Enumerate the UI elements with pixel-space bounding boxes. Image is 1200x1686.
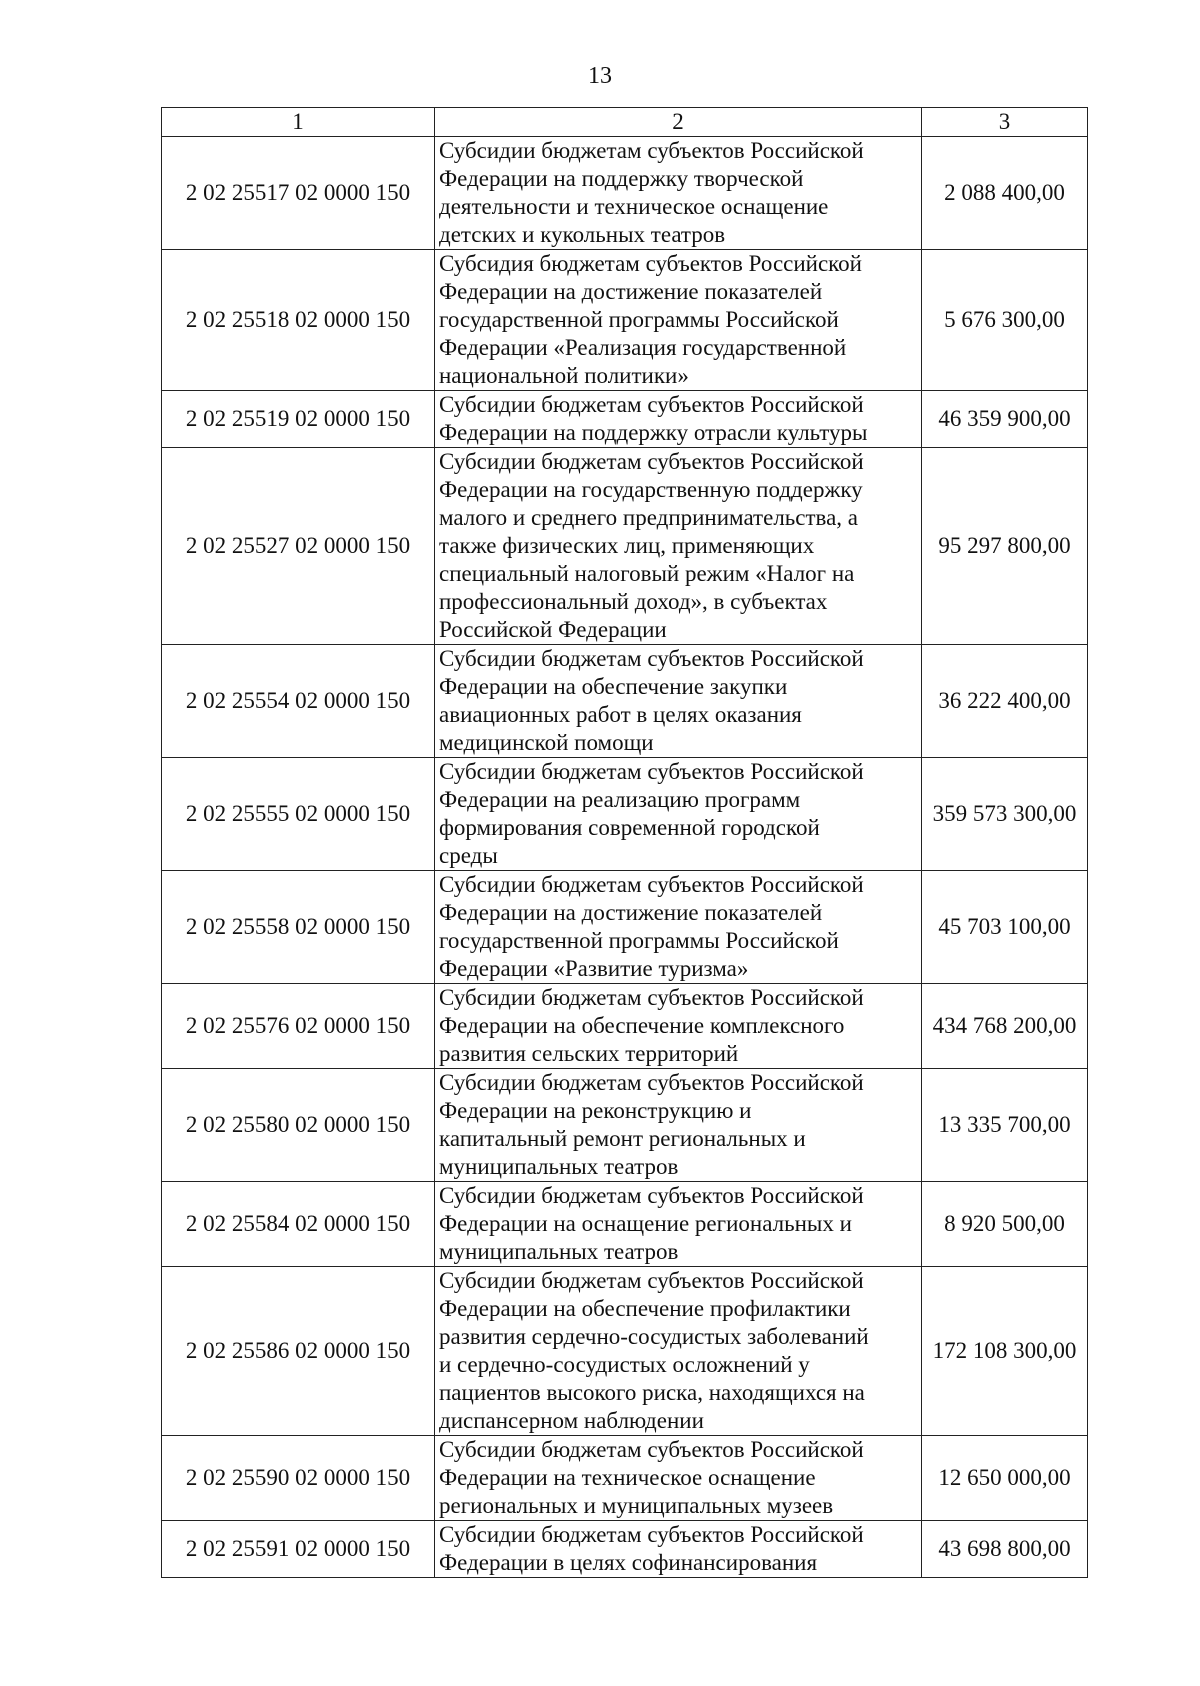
revenue-description (435, 1267, 922, 1436)
description-line: профессиональный доход», в субъектах (439, 589, 828, 614)
description-line: Федерации на достижение показателей (439, 900, 823, 925)
revenue-description (435, 250, 922, 391)
description-line: диспансерном наблюдении (439, 1408, 704, 1433)
description-line: развития сельских территорий (439, 1041, 739, 1066)
table-row (162, 1521, 1088, 1578)
table-row (162, 448, 1088, 645)
revenue-description (435, 1069, 922, 1182)
table-row (162, 984, 1088, 1069)
budget-table (161, 107, 1088, 1578)
table-header (162, 108, 1088, 137)
table-row (162, 250, 1088, 391)
description-line: Федерации на поддержку отрасли культуры (439, 420, 868, 445)
description-line: Субсидии бюджетам субъектов Российской (439, 1437, 864, 1462)
description-line: Федерации на техническое оснащение (439, 1465, 816, 1490)
description-line: Субсидии бюджетам субъектов Российской (439, 449, 864, 474)
description-line: малого и среднего предпринимательства, а (439, 505, 859, 530)
revenue-description (435, 137, 922, 250)
description-line: Субсидия бюджетам субъектов Российской (439, 251, 862, 276)
description-line: Федерации «Развитие туризма» (439, 956, 749, 981)
description-line: Субсидии бюджетам субъектов Российской (439, 1070, 864, 1095)
classification-code: 2 02 25591 02 0000 150 (162, 1521, 435, 1578)
classification-code: 2 02 25555 02 0000 150 (162, 758, 435, 871)
amount-value: 43 698 800,00 (922, 1521, 1088, 1578)
description-line: Субсидии бюджетам субъектов Российской (439, 872, 864, 897)
header-row (162, 108, 1088, 137)
description-line: авиационных работ в целях оказания (439, 702, 802, 727)
classification-code: 2 02 25590 02 0000 150 (162, 1436, 435, 1521)
amount-value: 95 297 800,00 (922, 448, 1088, 645)
classification-code: 2 02 25580 02 0000 150 (162, 1069, 435, 1182)
revenue-description (435, 1521, 922, 1578)
amount-value: 434 768 200,00 (922, 984, 1088, 1069)
description-line: национальной политики» (439, 363, 689, 388)
description-line: Российской Федерации (439, 617, 667, 642)
column-header-description: 2 (435, 108, 922, 137)
table-row (162, 758, 1088, 871)
table-row (162, 1267, 1088, 1436)
description-line: Федерации на обеспечение закупки (439, 674, 788, 699)
description-line: и сердечно-сосудистых осложнений у (439, 1352, 810, 1377)
column-header-amount: 3 (922, 108, 1088, 137)
description-line: Субсидии бюджетам субъектов Российской (439, 1268, 864, 1293)
description-line: развития сердечно-сосудистых заболеваний (439, 1324, 869, 1349)
description-line: Субсидии бюджетам субъектов Российской (439, 1183, 864, 1208)
description-line: Субсидии бюджетам субъектов Российской (439, 759, 864, 784)
revenue-description (435, 645, 922, 758)
description-line: Федерации «Реализация государственной (439, 335, 847, 360)
description-line: специальный налоговый режим «Налог на (439, 561, 855, 586)
amount-value: 13 335 700,00 (922, 1069, 1088, 1182)
description-line: государственной программы Российской (439, 928, 839, 953)
amount-value: 8 920 500,00 (922, 1182, 1088, 1267)
description-line: Федерации на обеспечение комплексного (439, 1013, 845, 1038)
description-line: среды (439, 843, 498, 868)
table-row (162, 391, 1088, 448)
description-line: капитальный ремонт региональных и (439, 1126, 806, 1151)
classification-code: 2 02 25576 02 0000 150 (162, 984, 435, 1069)
table-row (162, 645, 1088, 758)
amount-value: 45 703 100,00 (922, 871, 1088, 984)
classification-code: 2 02 25517 02 0000 150 (162, 137, 435, 250)
table-body (162, 137, 1088, 1578)
description-line: Федерации на обеспечение профилактики (439, 1296, 851, 1321)
description-line: Субсидии бюджетам субъектов Российской (439, 392, 864, 417)
amount-value: 172 108 300,00 (922, 1267, 1088, 1436)
description-line: Федерации на оснащение региональных и (439, 1211, 852, 1236)
amount-value: 2 088 400,00 (922, 137, 1088, 250)
description-line: Федерации на достижение показателей (439, 279, 823, 304)
table-row (162, 1069, 1088, 1182)
page-number: 13 (588, 63, 612, 89)
table-row (162, 137, 1088, 250)
classification-code: 2 02 25554 02 0000 150 (162, 645, 435, 758)
description-line: Субсидии бюджетам субъектов Российской (439, 646, 864, 671)
amount-value: 36 222 400,00 (922, 645, 1088, 758)
classification-code: 2 02 25558 02 0000 150 (162, 871, 435, 984)
description-line: Субсидии бюджетам субъектов Российской (439, 1522, 864, 1547)
revenue-description (435, 984, 922, 1069)
revenue-description (435, 871, 922, 984)
classification-code: 2 02 25586 02 0000 150 (162, 1267, 435, 1436)
revenue-description (435, 1182, 922, 1267)
amount-value: 46 359 900,00 (922, 391, 1088, 448)
description-line: формирования современной городской (439, 815, 820, 840)
classification-code: 2 02 25518 02 0000 150 (162, 250, 435, 391)
amount-value: 12 650 000,00 (922, 1436, 1088, 1521)
description-line: Федерации на реализацию программ (439, 787, 801, 812)
amount-value: 359 573 300,00 (922, 758, 1088, 871)
classification-code: 2 02 25519 02 0000 150 (162, 391, 435, 448)
description-line: деятельности и техническое оснащение (439, 194, 829, 219)
description-line: Федерации на поддержку творческой (439, 166, 804, 191)
description-line: Федерации в целях софинансирования (439, 1550, 818, 1575)
description-line: Субсидии бюджетам субъектов Российской (439, 138, 864, 163)
description-line: медицинской помощи (439, 730, 654, 755)
description-line: региональных и муниципальных музеев (439, 1493, 834, 1518)
revenue-description (435, 448, 922, 645)
description-line: Федерации на реконструкцию и (439, 1098, 752, 1123)
description-line: государственной программы Российской (439, 307, 839, 332)
classification-code: 2 02 25584 02 0000 150 (162, 1182, 435, 1267)
revenue-description (435, 391, 922, 448)
description-line: муниципальных театров (439, 1154, 679, 1179)
description-line: Федерации на государственную поддержку (439, 477, 863, 502)
description-line: муниципальных театров (439, 1239, 679, 1264)
description-line: Субсидии бюджетам субъектов Российской (439, 985, 864, 1010)
amount-value: 5 676 300,00 (922, 250, 1088, 391)
table-row (162, 871, 1088, 984)
description-line: также физических лиц, применяющих (439, 533, 815, 558)
column-header-code: 1 (162, 108, 435, 137)
classification-code: 2 02 25527 02 0000 150 (162, 448, 435, 645)
description-line: детских и кукольных театров (439, 222, 726, 247)
revenue-description (435, 758, 922, 871)
table-row (162, 1436, 1088, 1521)
description-line: пациентов высокого риска, находящихся на (439, 1380, 865, 1405)
revenue-description (435, 1436, 922, 1521)
table-row (162, 1182, 1088, 1267)
